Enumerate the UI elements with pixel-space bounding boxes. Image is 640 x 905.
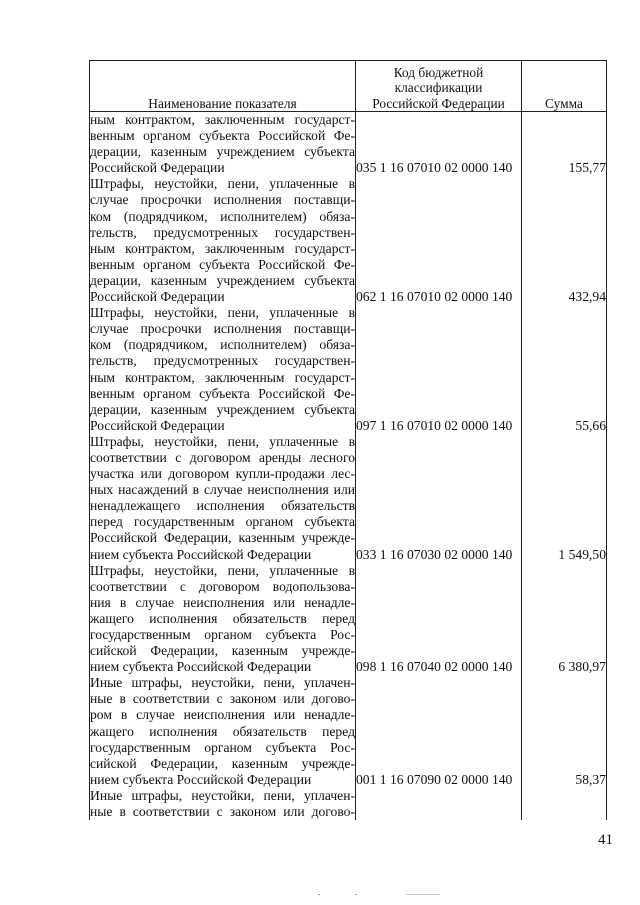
indicator-name-cell <box>90 176 356 305</box>
indicator-name-line: Российской Федерации <box>90 289 225 305</box>
indicator-name-cell <box>90 305 356 434</box>
indicator-name-line: сийской Федерации, казенным учрежде- <box>90 755 355 771</box>
indicator-name-line: ным контрактом, заключенным государст- <box>90 112 355 127</box>
indicator-name-line: венным органом субъекта Российской Фе- <box>90 128 355 144</box>
indicator-name-line: жащего исполнения обязательств перед <box>90 723 355 739</box>
amount-cell: 155,77 <box>522 112 607 177</box>
indicator-name-line: нием субъекта Российской Федерации <box>90 546 312 562</box>
indicator-name-line: ных насаждений в случае неисполнения или <box>90 482 355 498</box>
table-row <box>90 112 607 177</box>
indicator-name-line: участка или договором купли-продажи лес- <box>90 466 355 482</box>
indicator-name-line: венным органом субъекта Российской Фе- <box>90 385 355 401</box>
indicator-name-line: Штрафы, неустойки, пени, уплаченные в <box>90 176 355 192</box>
table-header <box>90 61 607 112</box>
indicator-name-line: государственным органом субъекта Рос- <box>90 739 355 755</box>
indicator-name-line: ные в соответствии с законом или догово- <box>90 691 355 707</box>
indicator-name-line: ния в случае неисполнения или ненадле- <box>90 594 355 610</box>
indicator-name-line: ненадлежащего исполнения обязательств <box>90 498 355 514</box>
indicator-name-line: жащего исполнения обязательств перед <box>90 610 355 626</box>
indicator-name-line: ком (подрядчиком, исполнителем) обяза- <box>90 337 355 353</box>
table-body <box>90 112 607 821</box>
header-code-line: Российской Федерации <box>372 95 505 111</box>
budget-code-cell: 098 1 16 07040 02 0000 140 <box>356 563 522 676</box>
budget-code-cell: 097 1 16 07010 02 0000 140 <box>356 305 522 434</box>
budget-code-cell: 001 1 16 07090 02 0000 140 <box>356 675 522 788</box>
header-sum: Сумма <box>522 61 607 112</box>
table-row <box>90 176 607 305</box>
indicator-name-line: сийской Федерации, казенным учрежде- <box>90 643 355 659</box>
indicator-name-line: ным контрактом, заключенным государст- <box>90 369 355 385</box>
indicator-name-line: Иные штрафы, неустойки, пени, уплачен- <box>90 787 355 803</box>
indicator-name-line: Российской Федерации, казенным учрежде- <box>90 530 355 546</box>
indicator-name-line: венным органом субъекта Российской Фе- <box>90 256 355 272</box>
indicator-name-line: тельств, предусмотренных государствен- <box>90 353 355 369</box>
scan-artifact <box>318 894 320 895</box>
indicator-name-line: Российской Федерации <box>90 417 225 433</box>
indicator-name-cell <box>90 675 356 788</box>
indicator-name-cell <box>90 563 356 676</box>
indicator-name-line: ные в соответствии с законом или догово- <box>90 804 355 820</box>
indicator-name-line: ком (подрядчиком, исполнителем) обяза- <box>90 208 355 224</box>
indicator-name-line: соответствии с договором аренды лесного <box>90 449 355 465</box>
indicator-name-line: тельств, предусмотренных государствен- <box>90 224 355 240</box>
indicator-name-line: Штрафы, неустойки, пени, уплаченные в <box>90 433 355 449</box>
table-row <box>90 434 607 563</box>
amount-cell: 1 549,50 <box>522 434 607 563</box>
budget-revenue-table <box>89 60 607 820</box>
budget-code-cell: 033 1 16 07030 02 0000 140 <box>356 434 522 563</box>
header-code <box>356 61 522 112</box>
header-name: Наименование показателя <box>90 61 356 112</box>
amount-cell <box>522 788 607 820</box>
indicator-name-line: нием субъекта Российской Федерации <box>90 771 312 787</box>
table-row <box>90 788 607 820</box>
indicator-name-cell <box>90 434 356 563</box>
header-code-line: Код бюджетной <box>393 64 484 80</box>
indicator-name-cell <box>90 112 356 177</box>
indicator-name-line: нием субъекта Российской Федерации <box>90 659 312 675</box>
indicator-name-line: Российской Федерации <box>90 160 225 176</box>
page-number: 41 <box>598 832 613 848</box>
indicator-name-line: соответствии с договором водопользова- <box>90 578 355 594</box>
scan-artifact <box>406 894 440 895</box>
indicator-name-line: случае просрочки исполнения поставщи- <box>90 192 355 208</box>
indicator-name-line: ром в случае неисполнения или ненадле- <box>90 707 355 723</box>
indicator-name-cell <box>90 788 356 820</box>
table-row <box>90 563 607 676</box>
indicator-name-line: государственным органом субъекта Рос- <box>90 627 355 642</box>
indicator-name-line: дерации, казенным учреждением субъекта <box>90 401 355 417</box>
budget-code-cell: 035 1 16 07010 02 0000 140 <box>356 112 522 177</box>
indicator-name-line: Иные штрафы, неустойки, пени, уплачен- <box>90 675 355 691</box>
table-row <box>90 675 607 788</box>
budget-code-cell: 062 1 16 07010 02 0000 140 <box>356 176 522 305</box>
indicator-name-line: перед государственным органом субъекта <box>90 514 355 530</box>
budget-code-cell <box>356 788 522 820</box>
indicator-name-line: Штрафы, неустойки, пени, уплаченные в <box>90 562 355 578</box>
indicator-name-line: дерации, казенным учреждением субъекта <box>90 272 355 288</box>
indicator-name-line: Штрафы, неустойки, пени, уплаченные в <box>90 305 355 321</box>
indicator-name-line: дерации, казенным учреждением субъекта <box>90 144 355 160</box>
header-code-line: классификации <box>394 80 483 95</box>
table-row <box>90 305 607 434</box>
indicator-name-line: ным контрактом, заключенным государст- <box>90 240 355 256</box>
amount-cell: 6 380,97 <box>522 563 607 676</box>
scan-artifact <box>355 894 357 895</box>
amount-cell: 58,37 <box>522 675 607 788</box>
indicator-name-line: случае просрочки исполнения поставщи- <box>90 321 355 337</box>
amount-cell: 432,94 <box>522 176 607 305</box>
amount-cell: 55,66 <box>522 305 607 434</box>
